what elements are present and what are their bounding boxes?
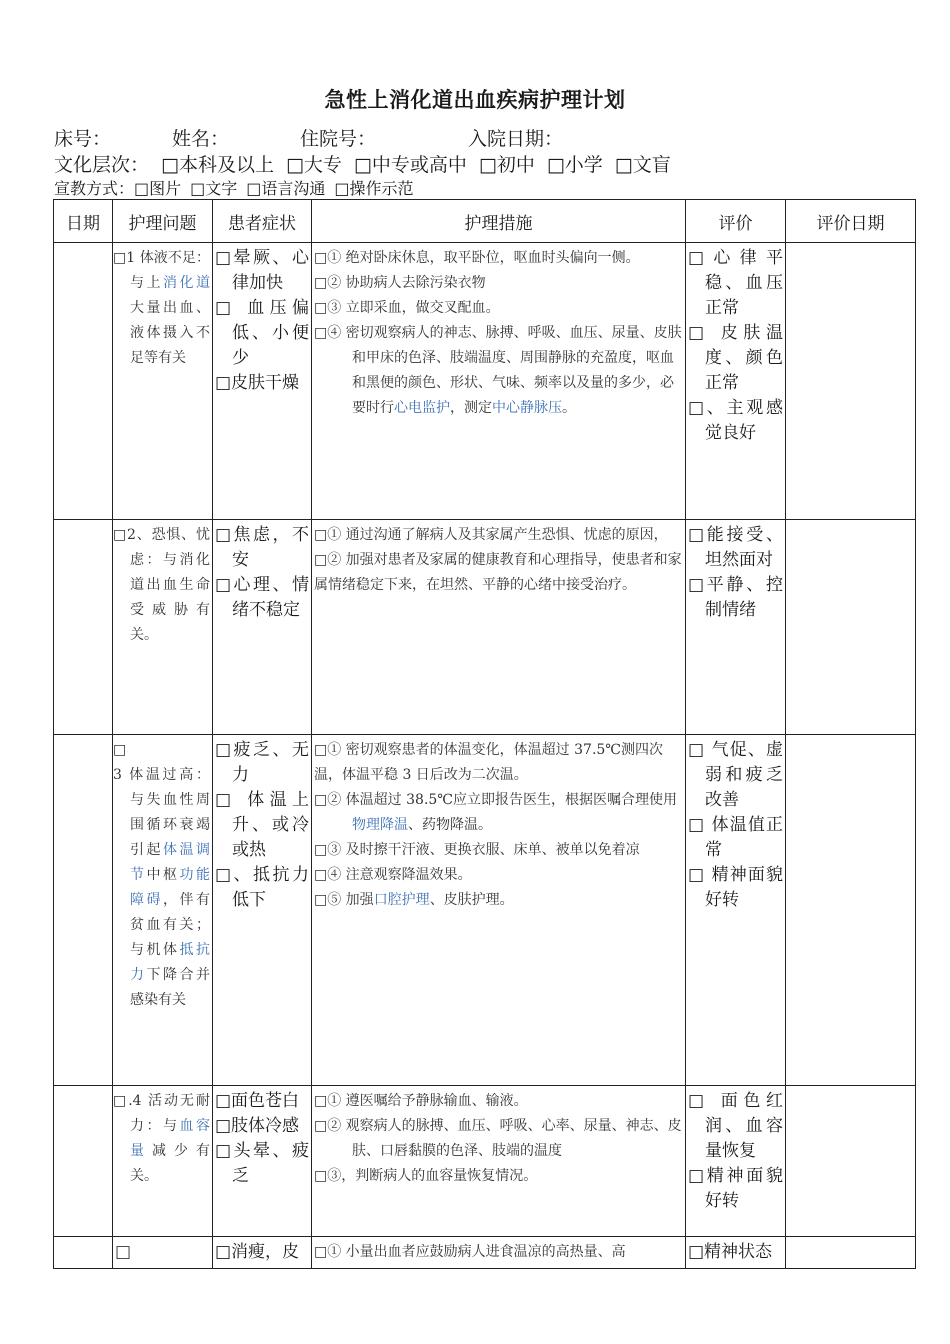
term-link[interactable]: 消化道 — [163, 275, 210, 291]
symptom-item[interactable]: □ 体温上升、或冷或热 — [215, 790, 309, 860]
measure-item[interactable]: □② 加强对患者及家属的健康教育和心理指导，使患者和家属情绪稳定下来，在坦然、平静的心绪中接受治疗。 — [314, 552, 682, 593]
evaluation-date-cell[interactable] — [786, 1237, 916, 1269]
symptom-item[interactable]: □心理、情绪不稳定 — [215, 575, 309, 620]
symptom-item[interactable]: □面色苍白 — [215, 1091, 300, 1111]
evaluation-item[interactable]: □ 精神面貌好转 — [688, 865, 783, 910]
term-link[interactable]: 物理降温 — [352, 817, 408, 833]
measures-cell — [312, 1086, 686, 1237]
symptom-item[interactable]: □焦虑，不安 — [215, 525, 309, 570]
measure-item[interactable]: □③，判断病人的血容量恢复情况。 — [314, 1168, 538, 1184]
term-link[interactable]: 抵抗力 — [130, 942, 210, 983]
evaluation-cell — [686, 520, 786, 735]
measure-item[interactable]: □② 协助病人去除污染衣物 — [314, 275, 486, 291]
evaluation-item[interactable]: □精神面貌好转 — [688, 1166, 783, 1211]
evaluation-item[interactable]: □精神状态 — [688, 1242, 773, 1262]
teaching-method-label: 宣教方式： — [54, 179, 135, 198]
symptoms-cell — [213, 1086, 312, 1237]
measure-item[interactable]: □① 遵医嘱给予静脉输血、输液。 — [314, 1093, 528, 1109]
bed-number-label: 床号： — [54, 128, 112, 150]
measure-item[interactable]: □③ 及时擦干汗液、更换衣服、床单、被单以免着凉 — [314, 842, 640, 858]
term-link[interactable]: 血容量 — [130, 1118, 210, 1159]
problem-cell: □2、恐惧、忧虑：与消化道出血生命受威胁有关。 — [113, 520, 213, 735]
education-level-line — [54, 150, 671, 177]
evaluation-item[interactable]: □ 皮肤温度、颜色正常 — [688, 323, 783, 393]
teaching-option[interactable]: □语言沟通 — [246, 179, 326, 198]
evaluation-cell — [686, 1086, 786, 1237]
table-row — [54, 1086, 916, 1237]
teaching-method-line — [54, 176, 414, 199]
evaluation-item[interactable]: □平静、控制情绪 — [688, 575, 783, 620]
evaluation-date-cell[interactable] — [786, 1086, 916, 1237]
measure-item[interactable]: □① 绝对卧床休息，取平卧位，呕血时头偏向一侧。 — [314, 250, 640, 266]
measure-item[interactable]: □④ 密切观察病人的神志、脉搏、呼吸、血压、尿量、皮肤和甲床的色泽、肢端温度、周围静脉的充盈度，呕血和黑便的颜色、形状、气味、频率以及量的多少，必要时行心电监护，测定中心静脉压。 — [314, 325, 682, 416]
column-header-evaluation: 评价 — [686, 200, 786, 243]
education-option[interactable]: □本科及以上 — [161, 154, 274, 176]
symptoms-cell — [213, 735, 312, 1086]
date-cell[interactable] — [54, 1086, 113, 1237]
term-link[interactable]: 功能障碍 — [130, 867, 210, 908]
nursing-plan-table — [53, 199, 916, 1269]
evaluation-item[interactable]: □ 气促、虚弱和疲乏改善 — [688, 740, 783, 810]
term-link[interactable]: 口腔护理 — [373, 892, 430, 908]
problem-cell: □1 体液不足：与上消化道大量出血、液体摄入不足等有关 — [113, 243, 213, 520]
table-header-row — [54, 200, 916, 243]
term-link[interactable]: 心电监护 — [394, 400, 450, 416]
education-option[interactable]: □小学 — [546, 154, 603, 176]
evaluation-date-cell[interactable] — [786, 735, 916, 1086]
problem-cell: □ — [113, 1237, 213, 1269]
education-level-label: 文化层次： — [54, 154, 150, 176]
measure-item[interactable]: □① 小量出血者应鼓励病人进食温凉的高热量、高 — [314, 1244, 626, 1260]
table-row — [54, 735, 916, 1086]
date-cell[interactable] — [54, 243, 113, 520]
table-row — [54, 1237, 916, 1269]
problem-cell: □ 3 体温过高：与失血性周围循环衰竭引起体温调节中枢功能障碍，伴有贫血有关；与机体抵抗力下降合并感染有关 — [113, 735, 213, 1086]
column-header-measures: 护理措施 — [312, 200, 686, 243]
teaching-option[interactable]: □文字 — [190, 179, 238, 198]
column-header-evaluation-date: 评价日期 — [786, 200, 916, 243]
measures-cell — [312, 735, 686, 1086]
admission-date-label: 入院日期： — [468, 128, 564, 150]
evaluation-item[interactable]: □、主观感觉良好 — [688, 398, 783, 443]
evaluation-date-cell[interactable] — [786, 243, 916, 520]
symptom-item[interactable]: □ 血压偏低、小便少 — [215, 298, 309, 368]
measure-item[interactable]: □② 观察病人的脉搏、血压、呼吸、心率、尿量、神志、皮肤、口唇黏膜的色泽、肢端的温度 — [314, 1118, 682, 1159]
table-row — [54, 243, 916, 520]
measure-item[interactable]: □① 通过沟通了解病人及其家属产生恐惧、忧虑的原因， — [314, 527, 668, 543]
symptom-item[interactable]: □头晕、疲乏 — [215, 1141, 309, 1186]
evaluation-date-cell[interactable] — [786, 520, 916, 735]
evaluation-item[interactable]: □ 面色红润、血容量恢复 — [688, 1091, 783, 1161]
document-title: 急性上消化道出血疾病护理计划 — [324, 88, 626, 112]
column-header-symptoms: 患者症状 — [213, 200, 312, 243]
symptom-item[interactable]: □疲乏、无力 — [215, 740, 309, 785]
evaluation-item[interactable]: □心律平稳、血压正常 — [688, 248, 783, 318]
symptom-item[interactable]: □消瘦，皮 — [215, 1242, 300, 1262]
term-link[interactable]: 中心静脉压 — [492, 400, 562, 416]
column-header-problem: 护理问题 — [113, 200, 213, 243]
date-cell[interactable] — [54, 1237, 113, 1269]
patient-name-label: 姓名： — [172, 128, 230, 150]
measure-item[interactable]: □② 体温超过 38.5℃应立即报告医生，根据医嘱合理使用物理降温、药物降温。 — [314, 792, 677, 833]
education-option[interactable]: □初中 — [478, 154, 535, 176]
measures-cell — [312, 520, 686, 735]
date-cell[interactable] — [54, 520, 113, 735]
symptom-item[interactable]: □晕厥、心律加快 — [215, 248, 309, 293]
evaluation-item[interactable]: □能接受、坦然面对 — [688, 525, 783, 570]
evaluation-item[interactable]: □ 体温值正常 — [688, 815, 783, 860]
teaching-option[interactable]: □图片 — [134, 179, 182, 198]
evaluation-cell — [686, 735, 786, 1086]
evaluation-cell — [686, 243, 786, 520]
education-option[interactable]: □大专 — [285, 154, 342, 176]
symptoms-cell — [213, 1237, 312, 1269]
problem-cell: □.4 活动无耐力：与血容量减少有关。 — [113, 1086, 213, 1237]
symptoms-cell — [213, 243, 312, 520]
measure-item[interactable]: □④ 注意观察降温效果。 — [314, 867, 472, 883]
date-cell[interactable] — [54, 735, 113, 1086]
measure-item[interactable]: □③ 立即采血，做交叉配血。 — [314, 300, 500, 316]
education-option[interactable]: □中专或高中 — [353, 154, 467, 176]
table-row — [54, 520, 916, 735]
symptom-item[interactable]: □肢体冷感 — [215, 1116, 300, 1136]
admission-number-label: 住院号： — [300, 128, 377, 150]
education-option[interactable]: □文盲 — [614, 154, 671, 176]
measure-item[interactable]: □① 密切观察患者的体温变化，体温超过 37.5℃测四次温，体温平稳 3 日后改为二次温。 — [314, 742, 663, 783]
measures-cell — [312, 243, 686, 520]
evaluation-cell — [686, 1237, 786, 1269]
symptom-item[interactable]: □、抵抗力低下 — [215, 865, 309, 910]
symptom-item[interactable]: □皮肤干燥 — [215, 373, 300, 393]
term-link[interactable]: 体温调节 — [130, 842, 210, 883]
symptoms-cell — [213, 520, 312, 735]
teaching-option[interactable]: □操作示范 — [334, 179, 414, 198]
column-header-date: 日期 — [54, 200, 113, 243]
measures-cell — [312, 1237, 686, 1269]
measure-item[interactable]: □⑤ 加强口腔护理、皮肤护理。 — [314, 892, 514, 908]
